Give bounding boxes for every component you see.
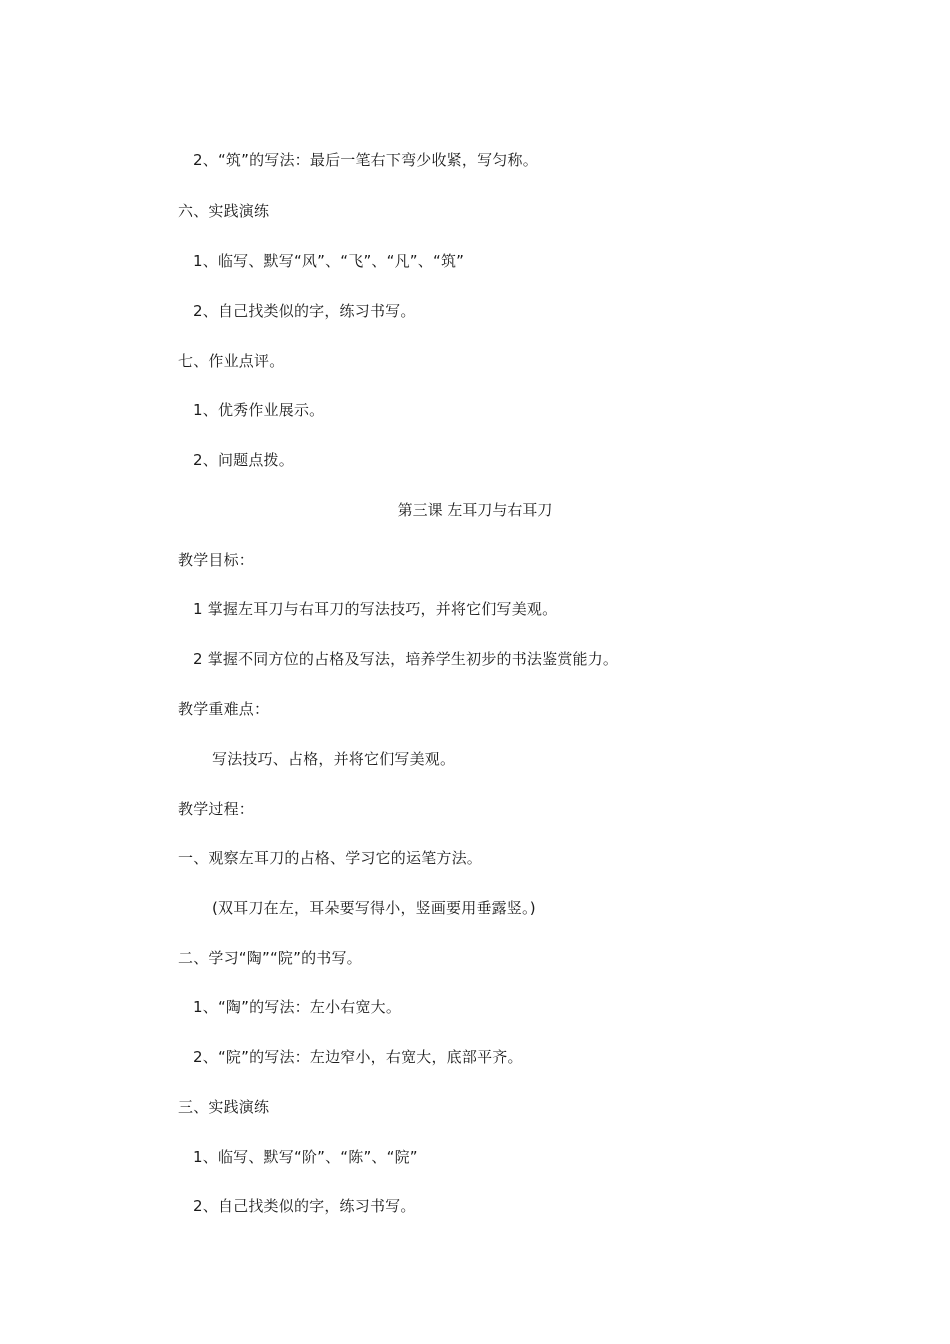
section-heading: 三、实践演练 <box>178 1098 270 1116</box>
text-line: 1、“陶”的写法：左小右宽大。 <box>193 998 402 1016</box>
section-heading: 七、作业点评。 <box>178 352 285 370</box>
text-line: 1 掌握左耳刀与右耳刀的写法技巧，并将它们写美观。 <box>193 600 558 618</box>
text-line: 2、自己找类似的字，练习书写。 <box>193 302 416 320</box>
text-line: 2、问题点拨。 <box>193 451 294 469</box>
text-line: 2、“院”的写法：左边窄小，右宽大，底部平齐。 <box>193 1048 523 1066</box>
section-heading: 教学过程： <box>178 800 255 818</box>
text-line: 1、优秀作业展示。 <box>193 401 325 419</box>
section-heading: 教学重难点： <box>178 700 270 718</box>
lesson-title: 第三课 左耳刀与右耳刀 <box>397 501 553 519</box>
text-line: 写法技巧、占格，并将它们写美观。 <box>212 750 456 768</box>
text-line: (双耳刀在左，耳朵要写得小，竖画要用垂露竖。) <box>212 899 536 917</box>
section-heading: 一、观察左耳刀的占格、学习它的运笔方法。 <box>178 849 483 867</box>
section-heading: 二、学习“陶”“院”的书写。 <box>178 949 362 967</box>
text-line: 2、“筑”的写法：最后一笔右下弯少收紧，写匀称。 <box>193 151 538 169</box>
section-heading: 教学目标： <box>178 551 255 569</box>
section-heading: 六、实践演练 <box>178 202 270 220</box>
text-line: 1、临写、默写“风”、“飞”、“凡”、“筑” <box>193 252 465 270</box>
text-line: 1、临写、默写“阶”、“陈”、“院” <box>193 1148 418 1166</box>
text-line: 2 掌握不同方位的占格及写法，培养学生初步的书法鉴赏能力。 <box>193 650 619 668</box>
text-line: 2、自己找类似的字，练习书写。 <box>193 1197 416 1215</box>
